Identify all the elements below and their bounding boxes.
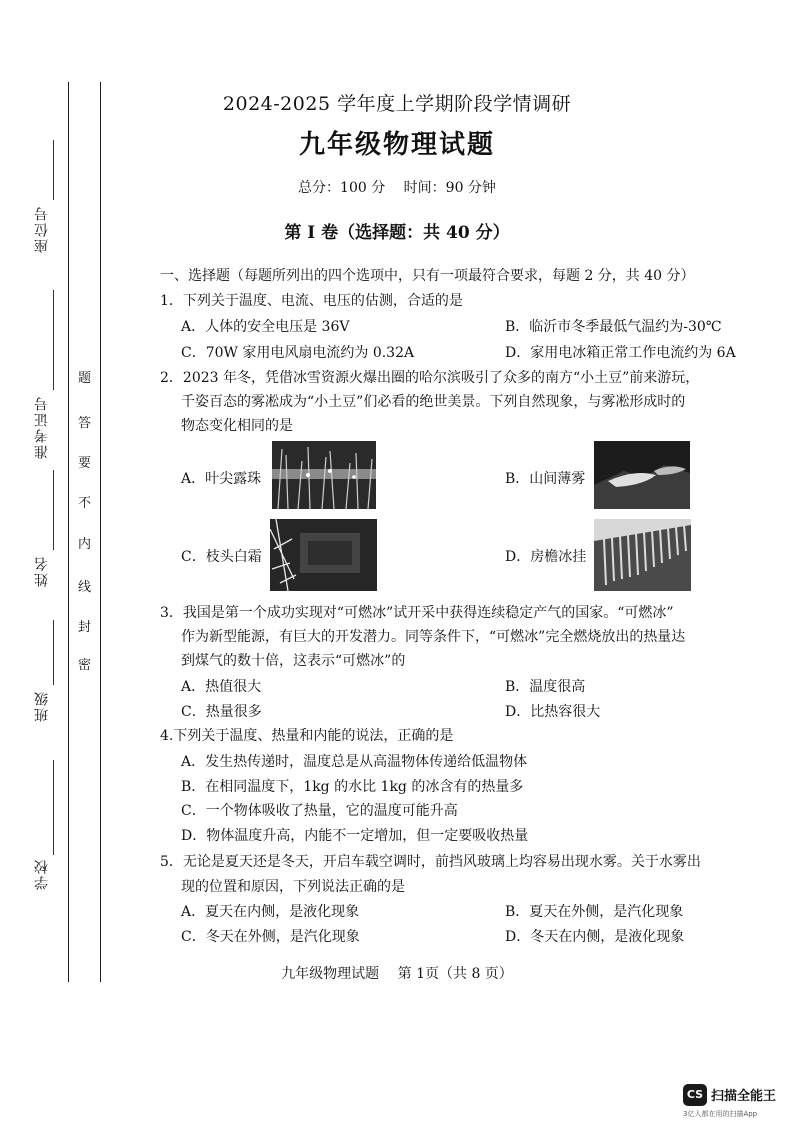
seal-char: 线 xyxy=(78,580,92,595)
seal-char: 密 xyxy=(78,658,92,673)
class-blank[interactable] xyxy=(53,620,54,685)
question-4-option-d[interactable]: D．物体温度升高，内能不一定增加，但一定要吸收热量 xyxy=(181,828,529,844)
question-1-stem: 1．下列关于温度、电流、电压的估测，合适的是 xyxy=(160,293,463,309)
seal-char: 内 xyxy=(78,537,92,552)
question-1-option-a[interactable]: A．人体的安全电压是 36V xyxy=(181,319,350,335)
question-3-stem: 到煤气的数十倍，这表示“可燃冰”的 xyxy=(181,653,406,669)
dew-photo xyxy=(272,441,376,509)
seal-char: 不 xyxy=(78,496,92,511)
question-5-option-c[interactable]: C．冬天在外侧，是汽化现象 xyxy=(181,929,360,945)
question-3-option-c[interactable]: C．热量很多 xyxy=(181,704,262,720)
section-heading: 第 I 卷（选择题：共 40 分） xyxy=(284,223,510,243)
question-1-option-b[interactable]: B．临沂市冬季最低气温约为-30℃ xyxy=(505,319,722,335)
exam-title: 九年级物理试题 xyxy=(298,130,495,160)
seal-char: 要 xyxy=(78,456,92,471)
question-4-option-a[interactable]: A．发生热传递时，温度总是从高温物体传递给低温物体 xyxy=(181,754,528,770)
question-3-option-a[interactable]: A．热值很大 xyxy=(181,679,262,695)
exam-number-label: 准考证号 xyxy=(34,395,50,459)
question-1-option-d[interactable]: D．家用电冰箱正常工作电流约为 6A xyxy=(505,345,736,361)
exam-meta: 总分：100 分 时间：90 分钟 xyxy=(298,180,496,196)
question-2-option-c[interactable]: C．枝头白霜 xyxy=(181,549,262,565)
question-5-stem: 现的位置和原因，下列说法正确的是 xyxy=(181,879,405,895)
question-5-option-d[interactable]: D．冬天在内侧，是液化现象 xyxy=(505,929,685,945)
question-2-option-a[interactable]: A．叶尖露珠 xyxy=(181,471,262,487)
name-label: 姓名 xyxy=(34,555,50,587)
question-3-stem: 3．我国是第一个成功实现对“可燃冰”试开采中获得连续稳定产气的国家。“可燃冰” xyxy=(160,605,674,621)
binding-line-outer xyxy=(68,82,69,982)
scanner-tagline: 3亿人都在用的扫描App xyxy=(683,1110,758,1118)
binding-line-inner xyxy=(100,82,101,982)
question-5-stem: 5．无论是夏天还是冬天，开启车载空调时，前挡风玻璃上均容易出现水雾。关于水雾出 xyxy=(160,854,701,870)
school-blank[interactable] xyxy=(53,760,54,855)
question-1-option-c[interactable]: C．70W 家用电风扇电流约为 0.32A xyxy=(181,345,415,361)
seal-char: 题 xyxy=(78,371,92,386)
question-3-option-b[interactable]: B．温度很高 xyxy=(505,679,586,695)
class-label: 班级 xyxy=(34,690,50,722)
name-blank[interactable] xyxy=(53,470,54,550)
question-2-stem: 2．2023 年冬，凭借冰雪资源火爆出圈的哈尔滨吸引了众多的南方“小土豆”前来游玩， xyxy=(160,370,700,386)
frost-photo xyxy=(270,519,377,591)
question-2-option-b[interactable]: B．山间薄雾 xyxy=(505,471,586,487)
question-3-option-d[interactable]: D．比热容很大 xyxy=(505,704,601,720)
question-2-option-d[interactable]: D．房檐冰挂 xyxy=(505,549,587,565)
exam-subtitle: 2024-2025 学年度上学期阶段学情调研 xyxy=(222,93,572,115)
icicle-photo xyxy=(594,519,691,591)
question-5-option-b[interactable]: B．夏天在外侧，是汽化现象 xyxy=(505,904,684,920)
question-2-stem: 千姿百态的雾凇成为“小土豆”们必看的绝世美景。下列自然现象，与雾凇形成时的 xyxy=(181,394,686,410)
scanner-app-name: 扫描全能王 xyxy=(711,1089,777,1104)
question-3-stem: 作为新型能源，有巨大的开发潜力。同等条件下，“可燃冰”完全燃烧放出的热量达 xyxy=(181,629,686,645)
part-heading: 一、选择题（每题所列出的四个选项中，只有一项最符合要求，每题 2 分，共 40 分） xyxy=(160,268,695,284)
seal-char: 封 xyxy=(78,620,92,635)
question-4-stem: 4.下列关于温度、热量和内能的说法，正确的是 xyxy=(160,728,454,744)
question-5-option-a[interactable]: A．夏天在内侧，是液化现象 xyxy=(181,904,360,920)
seal-char: 答 xyxy=(78,416,92,431)
question-4-option-c[interactable]: C．一个物体吸收了热量，它的温度可能升高 xyxy=(181,803,458,819)
exam-number-blank[interactable] xyxy=(53,290,54,390)
question-2-stem: 物态变化相同的是 xyxy=(181,418,293,434)
question-4-option-b[interactable]: B．在相同温度下，1kg 的水比 1kg 的冰含有的热量多 xyxy=(181,779,524,795)
school-label: 学校 xyxy=(34,858,50,890)
mist-photo xyxy=(594,441,690,509)
seat-number-label: 座位号 xyxy=(34,205,50,253)
scanner-logo-icon: CS xyxy=(683,1084,707,1106)
page-footer: 九年级物理试题 第 1页（共 8 页） xyxy=(281,966,513,982)
